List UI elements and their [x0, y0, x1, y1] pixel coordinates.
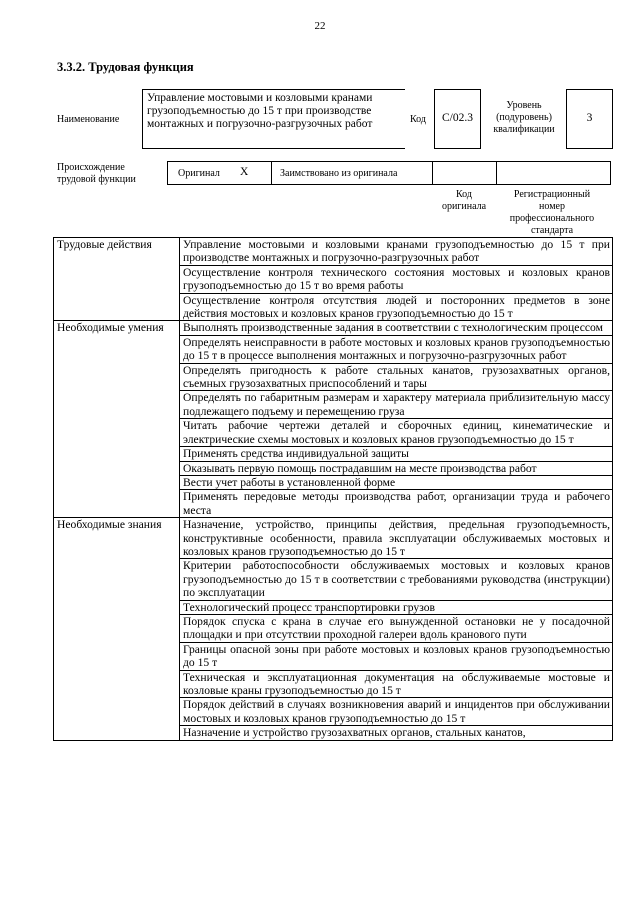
item-cell: Границы опасной зоны при работе мостовых и козловых кранов грузоподъемностью до 15 т	[180, 642, 613, 670]
name-label: Наименование	[57, 114, 120, 125]
item-cell: Назначение, устройство, принципы действия, предельная грузоподъемность, конструктивные особенности, правила эксплуатации обслуживаемых мостовых и козловых кранов грузоподъемностью до 15 т	[180, 518, 613, 559]
original-mark: X	[240, 166, 249, 178]
section-title: 3.3.2. Трудовая функция	[57, 60, 194, 74]
original-label: Оригинал	[178, 168, 220, 179]
function-details-table	[53, 237, 613, 741]
page-number: 22	[314, 20, 326, 32]
item-cell: Определять неисправности в работе мостовых и козловых кранов грузоподъемностью до 15 т в процессе выполнения монтажных и погрузочно-разгрузочных работ	[180, 335, 613, 363]
item-cell: Применять передовые методы производства работ, организации труда и рабочего места	[180, 490, 613, 518]
item-cell: Порядок спуска с крана в случае его вынужденной остановки не у посадочной площадки и при отсутствии проходной галереи вдоль кранового пути	[180, 614, 613, 642]
table-row	[54, 518, 613, 559]
level-value: 3	[566, 89, 613, 149]
item-cell: Выполнять производственные задания в соответствии с технологическим процессом	[180, 321, 613, 335]
item-cell: Техническая и эксплуатационная документация на обслуживаемые мостовые и козловые краны грузоподъемностью до 15 т	[180, 670, 613, 698]
origin-divider	[496, 161, 497, 185]
item-cell: Осуществление контроля отсутствия людей и посторонних предметов в зоне действия мостовых и козловых кранов грузоподъемностью до 15 т	[180, 293, 613, 321]
item-cell: Применять средства индивидуальной защиты	[180, 447, 613, 461]
code-original-label: Код оригинала	[441, 189, 487, 212]
item-cell: Определять по габаритным размерам и характеру материала приблизительную массу подлежащего подъему и перемещению груза	[180, 391, 613, 419]
code-label: Код	[410, 114, 426, 125]
origin-divider	[271, 161, 272, 185]
table-row	[54, 321, 613, 335]
origin-divider	[432, 161, 433, 185]
code-value: С/02.3	[434, 89, 481, 149]
function-name: Управление мостовыми и козловыми кранами грузоподъемностью до 15 т при производстве монтажных и погрузочно-разгрузочных работ	[142, 89, 405, 149]
borrowed-label: Заимствовано из оригинала	[280, 168, 398, 179]
item-cell: Критерии работоспособности обслуживаемых мостовых и козловых кранов грузоподъемностью до 15 т в соответствии с требованиями руководства (инструкции) по эксплуатации	[180, 559, 613, 600]
item-cell: Управление мостовыми и козловыми кранами грузоподъемностью до 15 т при производстве монтажных и погрузочно-разгрузочных работ	[180, 238, 613, 266]
item-cell: Оказывать первую помощь пострадавшим на месте производства работ	[180, 461, 613, 475]
item-cell: Порядок действий в случаях возникновения аварий и инцидентов при обслуживании мостовых и козловых кранов грузоподъемностью до 15 т	[180, 698, 613, 726]
item-cell: Осуществление контроля технического состояния мостовых и козловых кранов грузоподъемностью до 15 т во время работы	[180, 265, 613, 293]
table-row	[54, 238, 613, 266]
reg-number-label: Регистрационный номер профессионального стандарта	[509, 189, 595, 236]
item-cell: Определять пригодность к работе стальных канатов, грузозахватных органов, съемных грузозахватных приспособлений и тары	[180, 363, 613, 391]
item-cell: Назначение и устройство грузозахватных органов, стальных канатов,	[180, 726, 613, 740]
origin-label: Происхождение трудовой функции	[57, 162, 136, 185]
level-label: Уровень (подуровень) квалификации	[493, 100, 555, 135]
item-cell: Читать рабочие чертежи деталей и сборочных единиц, кинематические и электрические схемы мостовых и козловых кранов грузоподъемностью до 15 т	[180, 419, 613, 447]
item-cell: Вести учет работы в установленной форме	[180, 475, 613, 489]
item-cell: Технологический процесс транспортировки грузов	[180, 600, 613, 614]
section-title-cell: Необходимые умения	[54, 321, 180, 518]
section-title-cell: Необходимые знания	[54, 518, 180, 741]
section-title-cell: Трудовые действия	[54, 238, 180, 321]
